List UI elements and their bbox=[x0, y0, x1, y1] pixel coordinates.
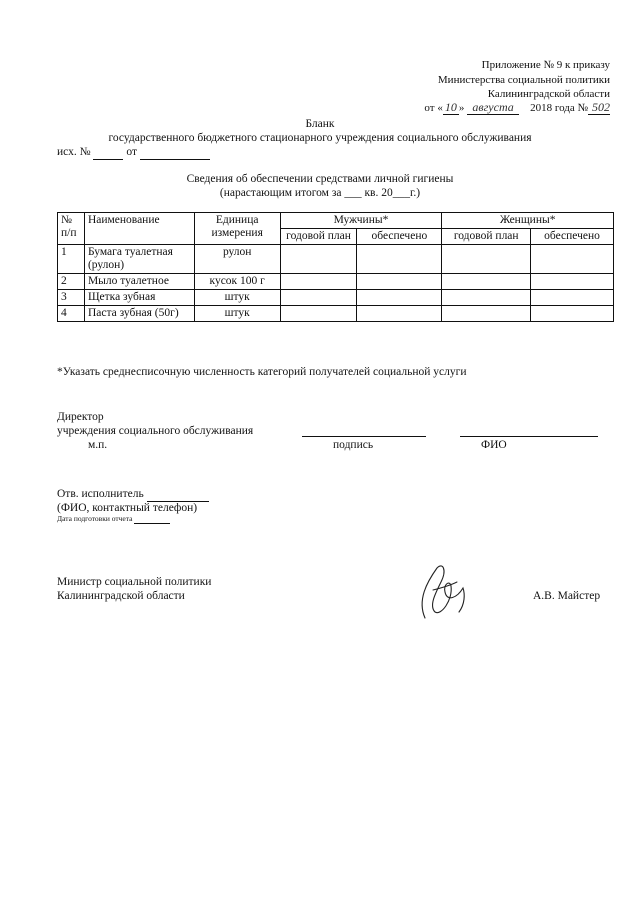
row-cell bbox=[531, 290, 614, 306]
row-cell bbox=[357, 245, 442, 274]
row-name: Паста зубная (50г) bbox=[84, 306, 194, 322]
executor-label: Отв. исполнитель bbox=[57, 488, 144, 500]
footnote: *Указать среднесписочную численность категорий получателей социальной услуги bbox=[57, 366, 467, 378]
row-name: Бумага туалетная (рулон) bbox=[84, 245, 194, 274]
table-row bbox=[58, 245, 614, 274]
date-mid: » bbox=[458, 102, 465, 114]
table-header-row-1 bbox=[58, 213, 614, 229]
director-line-1: Директор bbox=[57, 411, 104, 423]
row-name: Щетка зубная bbox=[84, 290, 194, 306]
executor-line-1 bbox=[57, 487, 209, 502]
date-number: 502 bbox=[588, 100, 610, 115]
report-date-blank bbox=[134, 514, 170, 524]
row-cell bbox=[357, 290, 442, 306]
row-cell bbox=[357, 306, 442, 322]
executor-blank bbox=[147, 487, 209, 502]
header-no: № п/п bbox=[58, 213, 85, 245]
minister-name: А.В. Майстер bbox=[533, 590, 601, 602]
row-unit: рулон bbox=[194, 245, 280, 274]
header-name: Наименование bbox=[84, 213, 194, 245]
report-title-line-2: (нарастающим итогом за ___ кв. 20___г.) bbox=[219, 187, 421, 199]
report-date-label: Дата подготовки отчета bbox=[57, 514, 133, 523]
row-cell bbox=[280, 245, 357, 274]
row-no: 2 bbox=[58, 274, 85, 290]
director-line-2: учреждения социального обслуживания bbox=[57, 425, 254, 437]
appendix-line-2: Министерства социальной политики bbox=[437, 74, 610, 86]
table-row bbox=[58, 306, 614, 322]
minister-line-1: Министр социальной политики bbox=[57, 576, 212, 588]
fio-label: ФИО bbox=[481, 439, 507, 451]
from-label: от bbox=[126, 146, 137, 158]
row-cell bbox=[442, 274, 531, 290]
outgoing-no-blank bbox=[93, 145, 123, 160]
header-women: Женщины* bbox=[442, 213, 614, 229]
report-date-line bbox=[57, 514, 170, 524]
row-cell bbox=[531, 274, 614, 290]
date-month: августа bbox=[467, 100, 519, 115]
minister-line-2: Калининградской области bbox=[57, 590, 185, 602]
outgoing-no-label: исх. № bbox=[57, 146, 91, 158]
hygiene-table bbox=[57, 212, 614, 322]
fio-line bbox=[460, 436, 598, 437]
row-cell bbox=[442, 306, 531, 322]
header-unit: Единица измерения bbox=[194, 213, 280, 245]
header-women-provided: обеспечено bbox=[531, 229, 614, 245]
row-cell bbox=[280, 290, 357, 306]
row-unit: штук bbox=[194, 306, 280, 322]
row-cell bbox=[531, 245, 614, 274]
form-word: Бланк bbox=[305, 118, 335, 130]
row-name: Мыло туалетное bbox=[84, 274, 194, 290]
row-no: 1 bbox=[58, 245, 85, 274]
signature-line bbox=[302, 436, 426, 437]
row-no: 4 bbox=[58, 306, 85, 322]
row-no: 3 bbox=[58, 290, 85, 306]
table-row bbox=[58, 290, 614, 306]
appendix-line-1: Приложение № 9 к приказу bbox=[481, 59, 610, 71]
from-date-blank bbox=[140, 145, 210, 160]
outgoing-line bbox=[57, 145, 210, 160]
appendix-date-line bbox=[424, 100, 610, 115]
header-men-plan: годовой план bbox=[280, 229, 357, 245]
header-men-provided: обеспечено bbox=[357, 229, 442, 245]
institution-line: государственного бюджетного стационарного учреждения социального обслуживания bbox=[108, 132, 532, 144]
row-cell bbox=[280, 274, 357, 290]
header-women-plan: годовой план bbox=[442, 229, 531, 245]
row-cell bbox=[357, 274, 442, 290]
row-cell bbox=[280, 306, 357, 322]
handwritten-signature bbox=[413, 560, 473, 620]
row-cell bbox=[531, 306, 614, 322]
row-unit: штук bbox=[194, 290, 280, 306]
table-row bbox=[58, 274, 614, 290]
header-men: Мужчины* bbox=[280, 213, 442, 229]
signature-label: подпись bbox=[333, 439, 374, 451]
report-title-line-1: Сведения об обеспечении средствами личной гигиены bbox=[186, 173, 454, 185]
executor-line-2: (ФИО, контактный телефон) bbox=[57, 502, 198, 514]
row-unit: кусок 100 г bbox=[194, 274, 280, 290]
date-day: 10 bbox=[444, 100, 457, 114]
row-cell bbox=[442, 245, 531, 274]
row-cell bbox=[442, 290, 531, 306]
mp-label: м.п. bbox=[88, 439, 108, 451]
appendix-line-3: Калининградской области bbox=[487, 88, 610, 100]
date-prefix: от « bbox=[424, 102, 443, 114]
date-year: 2018 года № bbox=[530, 102, 588, 114]
